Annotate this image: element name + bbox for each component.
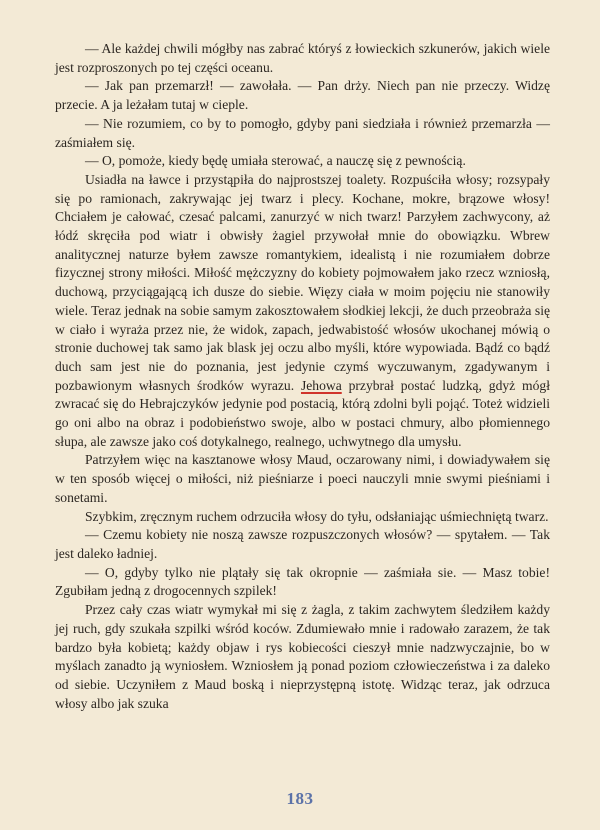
paragraph-text: Usiadła na ławce i przystąpiła do najprostszej toalety. Rozpuściła włosy; rozsypały się po ramionach, zakrywając jej twarz i plecy. Kochane, mokre, brązowe włosy! Chciałem je całować, czesać palcami, zanurzyć w nich twarz! Parzyłem zachwycony, aż łódź skręciła pod wiatr i obwisły żagiel przywołał mnie do obowiązku. Wbrew analitycznej naturze byłem zawsze romantykiem, idealistą i nie rozumiałem dobrze fizycznej strony miłości. Miłość mężczyzny do kobiety pojmowałem jako rzecz wzniosłą, duchową, przyciągającą ich dusze do siebie. Więzy ciała w moim pojęciu nie stanowiły wiele. Teraz jednak na sobie samym zakosztowałem słodkiej lekcji, że duch przeobraża się w ciało i wyraża przez nie, że widok, zapach, jedwabistość włosów ukochanej mówią o stronie duchowej tak samo jak blask jej oczu albo myśli, które wypowiada. Bądź co bądź duch sam jest nie do poznania, jest jedynie czymś wyczuwanym, zgadywanym i pozbawionym własnych środków wyrazu. [55, 171, 550, 393]
paragraph: — Jak pan przemarzł! — zawołała. — Pan drży. Niech pan nie przeczy. Widzę przecie. A ja leżałam tutaj w cieple. [55, 78, 550, 113]
paragraph-with-highlight [55, 171, 550, 452]
paragraph: — Nie rozumiem, co by to pomogło, gdyby pani siedziała i również przemarzła — zaśmiałem się. [55, 115, 550, 150]
paragraph: — O, pomoże, kiedy będę umiała sterować, a nauczę się z pewnością. [85, 153, 466, 169]
paragraph: Przez cały czas wiatr wymykał mi się z żagla, z takim zachwytem śledziłem każdy jej ruch, gdy szukała szpilki wśród koców. Zdumiewało mnie i radowało zarazem, że tak bardzo była kobietą; każdy objaw i rys kobiecości cieszył mnie nadzwyczajnie, bo w myślach zanadto ją wyniosłem. Wzniosłem ją ponad poziom człowieczeństwa i za daleko od siebie. Uczyniłem z Maud boską i nieprzystępną istotę. Widząc teraz, jak odrzuca włosy albo jak szuka [55, 602, 550, 711]
page-number: 183 [286, 789, 314, 808]
paragraph: Patrzyłem więc na kasztanowe włosy Maud, oczarowany nimi, i dowiadywałem się w ten sposób więcej o miłości, niż pieśniarze i poeci nauczyli mnie swymi pieśniami i sonetami. [55, 452, 550, 505]
paragraph: Szybkim, zręcznym ruchem odrzuciła włosy do tyłu, odsłaniając uśmiechniętą twarz. [85, 508, 549, 524]
paragraph: — O, gdyby tylko nie plątały się tak okropnie — zaśmiała sie. — Masz tobie! Zgubiłam jedną z drogocennych szpilek! [55, 564, 550, 599]
underlined-word: Jehowa [300, 377, 342, 393]
paragraph: — Ale każdej chwili mógłby nas zabrać któryś z łowieckich szkunerów, jakich wiele jest rozproszonych po tej części oceanu. [55, 41, 550, 75]
page-text [55, 40, 550, 713]
paragraph: — Czemu kobiety nie noszą zawsze rozpuszczonych włosów? — spytałem. — Tak jest daleko ładniej. [55, 527, 550, 561]
paragraph-text: przybrał postać ludzką, gdyż mógł zwracać się do Hebrajczyków jedynie pod postacią, którą zdolni byli pojąć. Toteż widzieli go oni albo na obraz i podobieństwo swoje, albo w postaci chmury, albo płomiennego słupa, ale zawsze jako coś dotykalnego, realnego, uchwytnego dla umysłu. [55, 377, 550, 449]
